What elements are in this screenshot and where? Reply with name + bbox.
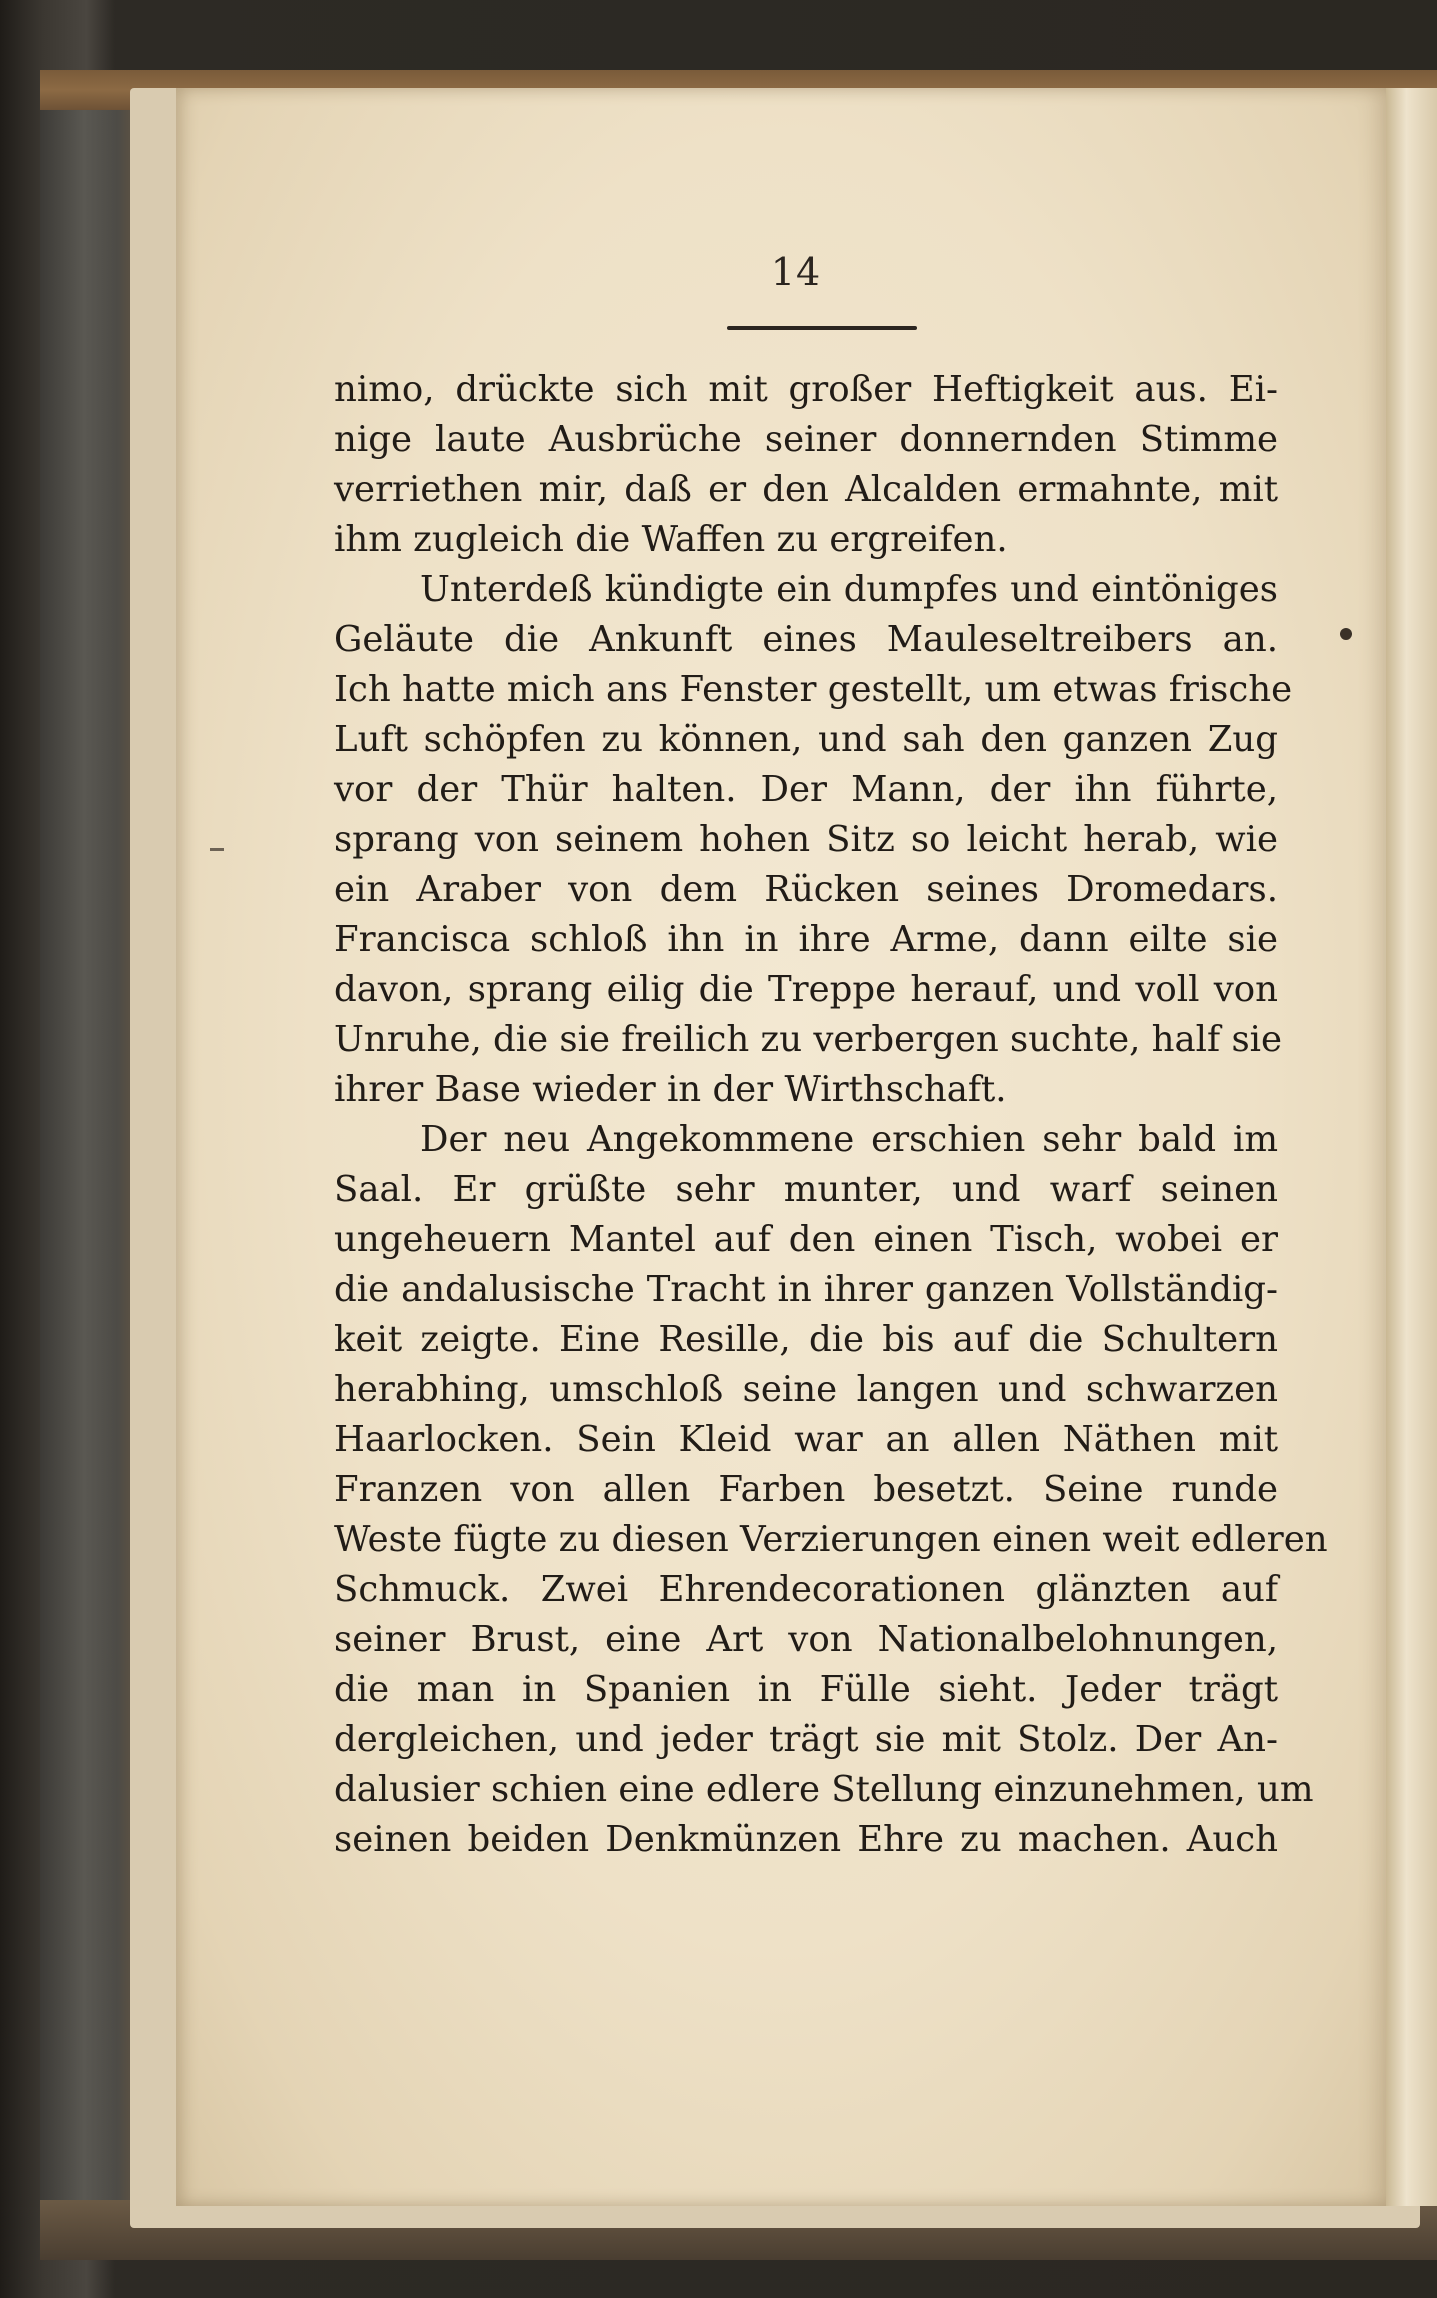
- page-gutter: [1386, 88, 1437, 2206]
- text-line: ihrer Base wieder in der Wirthschaft.: [334, 1069, 1007, 1110]
- text-line: Unterdeß kündigte ein dumpfes und eintöniges: [420, 569, 1278, 610]
- text-line: davon, sprang eilig die Treppe herauf, und voll von: [334, 969, 1278, 1010]
- text-line: seinen beiden Denkmünzen Ehre zu machen. Auch: [334, 1819, 1278, 1860]
- text-line: Weste fügte zu diesen Verzierungen einen weit edleren: [334, 1519, 1328, 1560]
- text-line: dalusier schien eine edlere Stellung einzunehmen, um: [334, 1769, 1314, 1810]
- margin-mark: [210, 848, 224, 851]
- text-line: verriethen mir, daß er den Alcalden ermahnte, mit: [334, 469, 1278, 510]
- text-line: die andalusische Tracht in ihrer ganzen Vollständig-: [334, 1269, 1278, 1310]
- text-line: vor der Thür halten. Der Mann, der ihn führte,: [334, 769, 1278, 810]
- text-line: Saal. Er grüßte sehr munter, und warf seinen: [334, 1169, 1278, 1210]
- text-line: Geläute die Ankunft eines Mauleseltreibers an.: [334, 619, 1278, 660]
- text-line: Franzen von allen Farben besetzt. Seine runde: [334, 1469, 1278, 1510]
- text-line: Unruhe, die sie freilich zu verbergen suchte, half sie: [334, 1019, 1283, 1060]
- body-text: [334, 364, 1328, 1924]
- page-number: 14: [770, 250, 822, 294]
- text-line: seiner Brust, eine Art von Nationalbelohnungen,: [334, 1619, 1278, 1660]
- text-line: sprang von seinem hohen Sitz so leicht herab, wie: [334, 819, 1278, 860]
- text-line: ungeheuern Mantel auf den einen Tisch, wobei er: [334, 1219, 1278, 1260]
- text-line: keit zeigte. Eine Resille, die bis auf die Schultern: [334, 1319, 1278, 1360]
- text-line: nige laute Ausbrüche seiner donnernden Stimme: [334, 419, 1278, 460]
- text-line: nimo, drückte sich mit großer Heftigkeit aus. Ei-: [334, 369, 1278, 410]
- text-line: Ich hatte mich ans Fenster gestellt, um etwas frische: [334, 669, 1293, 710]
- text-line: Haarlocken. Sein Kleid war an allen Näthen mit: [334, 1419, 1278, 1460]
- text-line: Der neu Angekommene erschien sehr bald im: [420, 1119, 1278, 1160]
- text-line: die man in Spanien in Fülle sieht. Jeder trägt: [334, 1669, 1278, 1710]
- ink-spot: [1340, 628, 1352, 640]
- text-line: ihm zugleich die Waffen zu ergreifen.: [334, 519, 1008, 560]
- text-line: Luft schöpfen zu können, und sah den ganzen Zug: [334, 719, 1278, 760]
- text-line: Francisca schloß ihn in ihre Arme, dann eilte sie: [334, 919, 1278, 960]
- text-line: Schmuck. Zwei Ehrendecorationen glänzten auf: [334, 1569, 1278, 1610]
- text-line: ein Araber von dem Rücken seines Dromedars.: [334, 869, 1278, 910]
- header-rule: [727, 326, 917, 330]
- text-line: dergleichen, und jeder trägt sie mit Stolz. Der An-: [334, 1719, 1278, 1760]
- text-line: herabhing, umschloß seine langen und schwarzen: [334, 1369, 1278, 1410]
